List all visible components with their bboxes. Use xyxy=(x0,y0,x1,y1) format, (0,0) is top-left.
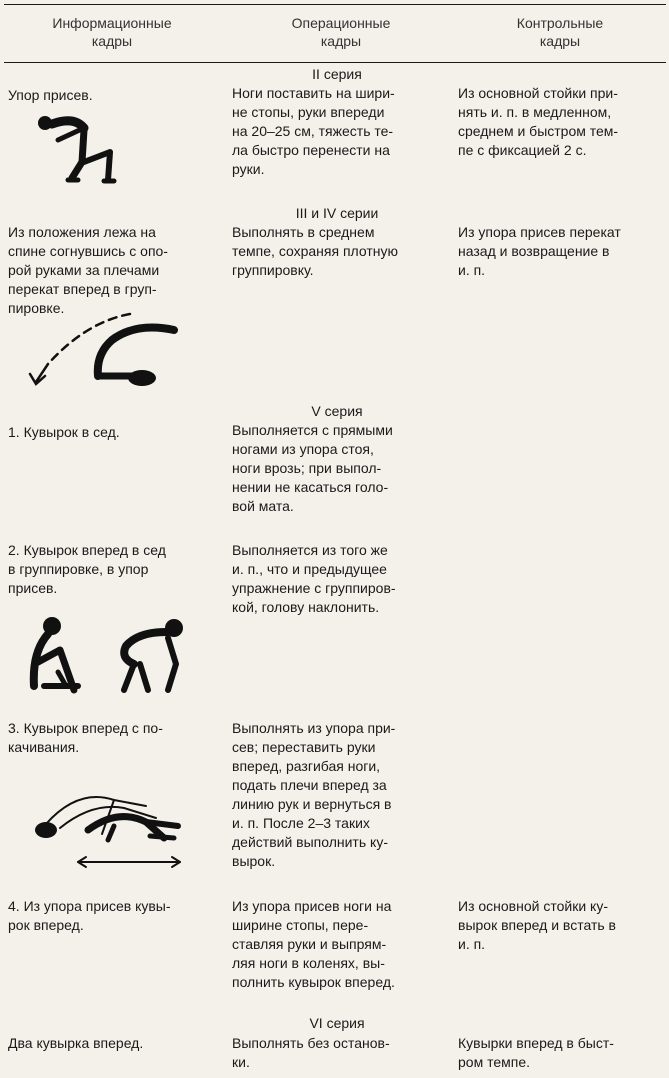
info-cell: Два кувырка вперед. xyxy=(8,1035,144,1051)
operation-cell: Выполняется из того же и. п., что и предыдущее упражнение с группиров- кой, голову наклонить. xyxy=(232,542,396,615)
info-cell: 1. Кувырок в сед. xyxy=(8,424,120,440)
header-operation-frames: Операционные кадры xyxy=(291,15,391,49)
control-cell: Из основной стойки при- нять и. п. в медленном, среднем и быстром тем- пе с фиксацией 2 с. xyxy=(458,85,619,158)
tuck-sit-figure xyxy=(14,612,94,696)
operation-cell: Из упора присев ноги на ширине стопы, пере- ставляя руки и выпрям- ляя ноги в коленях, вы- полнить кувырок вперед. xyxy=(232,898,395,990)
squat-support-figure xyxy=(28,110,118,190)
info-cell: Из положения лежа на спине согнувшись с опо- рой руками за плечами перекат вперед в груп- пировке. xyxy=(8,224,168,316)
series-heading: III и IV серии xyxy=(295,205,379,221)
info-cell: 2. Кувырок вперед в сед в группировке, в упор присев. xyxy=(8,542,166,596)
operation-cell: Выполнять без останов- ки. xyxy=(232,1035,390,1070)
squat-up-figure xyxy=(110,616,194,696)
top-rule xyxy=(4,4,666,5)
series-heading: II серия xyxy=(312,66,362,82)
series-heading: VI серия xyxy=(309,1015,365,1031)
operation-cell: Выполнять в среднем темпе, сохраняя плотную группировку. xyxy=(232,224,398,278)
control-cell: Из упора присев перекат назад и возвращение в и. п. xyxy=(458,224,621,278)
control-cell: Кувырки вперед в быст- ром темпе. xyxy=(458,1035,614,1070)
header-rule xyxy=(4,62,666,63)
operation-cell: Выполняется с прямыми ногами из упора стоя, ноги врозь; при выпол- нении не касаться голо- вой мата. xyxy=(232,422,393,514)
header-control-frames: Контрольные кадры xyxy=(516,15,604,49)
control-cell: Из основной стойки ку- вырок вперед и встать в и. п. xyxy=(458,898,616,952)
header-info-frames: Информационные кадры xyxy=(52,15,172,49)
info-cell: 4. Из упора присев кувы- рок вперед. xyxy=(8,898,171,933)
forward-roll-figure xyxy=(26,306,186,394)
series-heading: V серия xyxy=(311,403,363,419)
operation-cell: Ноги поставить на шири- не стопы, руки впереди на 20–25 см, тяжесть те- ла быстро перенести на руки. xyxy=(232,85,395,177)
operation-cell: Выполнять из упора при- сев; переставить руки вперед, разгибая ноги, подать плечи вперед за линию рук и вернуться в и. п. После 2–3 таких действий выполнить ку- вырок. xyxy=(232,720,396,869)
rocking-roll-figure xyxy=(28,778,198,874)
info-cell: Упор присев. xyxy=(8,87,93,103)
info-cell: 3. Кувырок вперед с по- качивания. xyxy=(8,720,163,755)
